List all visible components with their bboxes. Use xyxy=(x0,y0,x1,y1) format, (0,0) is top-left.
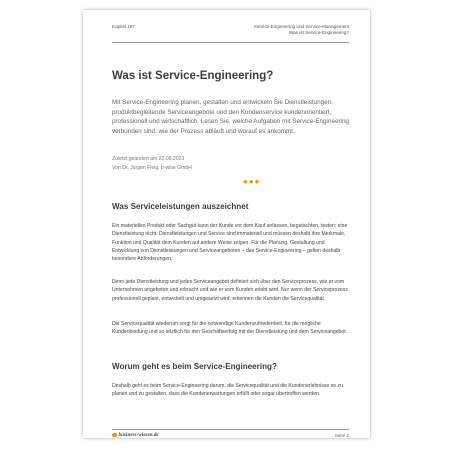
section-heading: Worum geht es beim Service-Engineering? xyxy=(112,362,277,371)
header-section: Service-Engineering und Service-Management xyxy=(253,24,349,29)
body-paragraph: Deshalb geht es beim Service-Engineering darum, die Servicequalität und die Kundenerlebnisse so zu planen und zu gestalten, dass die Kundenerwartungen erfüllt oder sogar übertroffen werden. xyxy=(112,383,343,398)
article-meta xyxy=(112,155,192,173)
page-title: Was ist Service-Engineering? xyxy=(112,70,274,82)
section-heading: Was Serviceleistungen auszeichnet xyxy=(112,202,249,211)
body-paragraph: Ein materielles Produkt oder Sachgut kann der Kunde vor dem Kauf anfassen, begutachten, testen; eine Dienstleistung nicht. Dienstleistungen und Service sind immateriell und müssen deshalb ihre Merkmale, Funktion und Qualität dem Kunden auf andere Weise zeigen. Für die Planung, Gestaltung und Entwicklung von Dienstleistungen und Serviceangeboten – das Service-Engineering – gelten deshalb besondere Anforderungen. xyxy=(112,223,348,263)
page-footer xyxy=(112,429,349,438)
header-chapter: Kapitel 197 xyxy=(112,24,135,29)
lead-paragraph: Mit Service-Engineering planen, gestalten und entwickeln Sie Dienstleistungen, produktbegleitende Serviceangebote und den Kundenservice kundenorientiert, professionell und wirtschaftlich. Lesen Sie, welche Aufgaben mit Service-Engineering verbunden sind, wie der Prozess abläuft und worauf es ankommt. xyxy=(112,99,349,135)
author: Von Dr. Jürgen Fleig, b-wise GmbH xyxy=(112,165,192,172)
logo-dot-icon xyxy=(112,433,117,438)
page-header xyxy=(112,24,349,43)
header-subsection: Was ist Service-Engineering? xyxy=(288,30,349,35)
body-paragraph: Denn jede Dienstleistung und jedes Serviceangebot definiert sich über den Serviceprozess, wie er vom Unternehmen angeboten und erbracht und wie er vom Kunden erlebt wird. Nur wenn der Serviceprozess professionell geplant, entwickelt und umgesetzt wird, erkennen die Kunden die Servicequalität. xyxy=(112,279,348,302)
separator-dots: ●●● xyxy=(243,177,261,186)
document-page xyxy=(83,10,370,438)
logo-text: business-wissen.de xyxy=(118,432,159,438)
brand-logo[interactable] xyxy=(112,432,159,438)
body-paragraph: Die Servicequalität wiederum sorgt für die notwendige Kundenzufriedenheit, für die mögliche Kundenbindung und so letztlich für den Geschäftserfolg mit der Dienstleistung und dem Serviceangebot. xyxy=(112,321,348,336)
last-changed: Zuletzt geändert am 22.08.2023 xyxy=(112,156,185,162)
page-number: Seite 2 xyxy=(334,433,349,438)
